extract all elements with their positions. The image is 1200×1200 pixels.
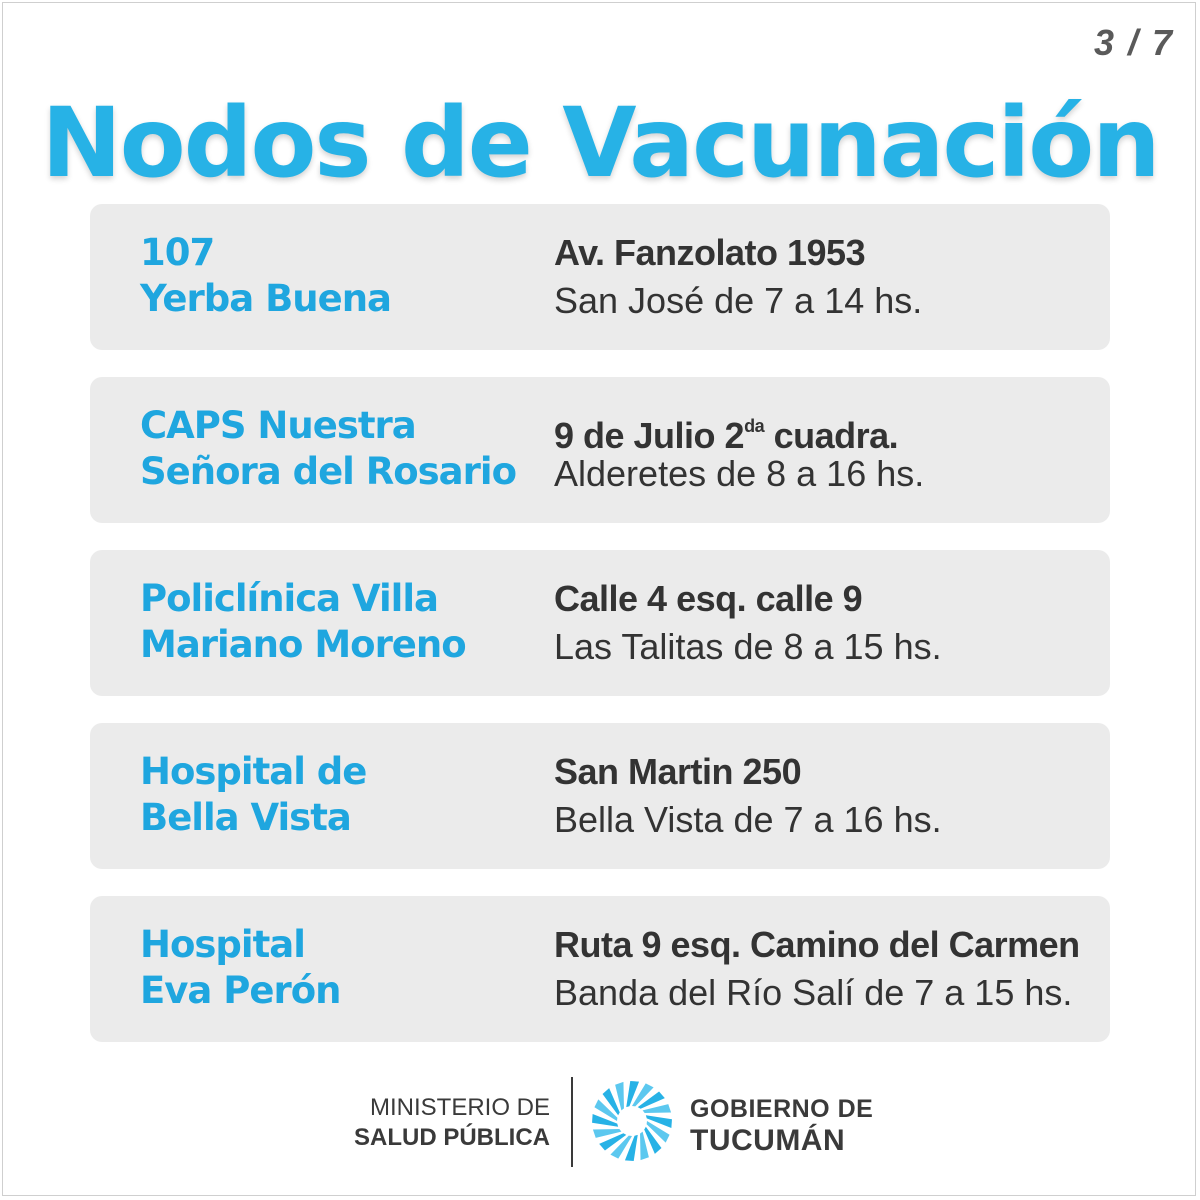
government-logo bbox=[690, 1093, 873, 1157]
node-name-line1: Policlínica Villa bbox=[140, 577, 439, 620]
node-name bbox=[140, 230, 540, 322]
node-address: San Martin 250 bbox=[554, 751, 802, 792]
node-name-line1: Hospital bbox=[140, 923, 305, 966]
node-name-line2: Bella Vista bbox=[140, 796, 351, 839]
node-card bbox=[90, 723, 1110, 869]
gov-line1: GOBIERNO DE bbox=[690, 1095, 874, 1123]
node-hours: San José de 7 a 14 hs. bbox=[554, 280, 923, 321]
node-hours: Alderetes de 8 a 16 hs. bbox=[554, 453, 925, 494]
node-address-ordinal: da bbox=[744, 416, 765, 436]
node-name-line1: Hospital de bbox=[140, 750, 367, 793]
node-address: Av. Fanzolato 1953 bbox=[554, 232, 866, 273]
gov-line2: TUCUMÁN bbox=[690, 1124, 846, 1157]
node-card bbox=[90, 377, 1110, 523]
ministry-line1: MINISTERIO DE bbox=[369, 1094, 550, 1121]
logo-divider bbox=[571, 1077, 573, 1167]
node-hours: Las Talitas de 8 a 15 hs. bbox=[554, 626, 942, 667]
vaccination-node-list bbox=[90, 204, 1110, 1069]
node-address: Ruta 9 esq. Camino del Carmen bbox=[554, 924, 1080, 965]
sun-emblem-icon bbox=[590, 1079, 674, 1163]
node-hours: Banda del Río Salí de 7 a 15 hs. bbox=[554, 972, 1073, 1013]
page-title: Nodos de Vacunación bbox=[41, 87, 1159, 199]
page-counter: 3 / 7 bbox=[1093, 22, 1174, 63]
node-name bbox=[140, 749, 540, 841]
node-name-line1: CAPS Nuestra bbox=[140, 404, 416, 447]
node-name-line2: Yerba Buena bbox=[140, 277, 392, 320]
footer-logos bbox=[0, 1075, 1200, 1170]
node-name bbox=[140, 576, 540, 668]
node-name-line2: Mariano Moreno bbox=[140, 623, 466, 666]
node-address-suffix: cuadra. bbox=[764, 415, 899, 456]
node-name-line1: 107 bbox=[140, 231, 215, 274]
node-name bbox=[140, 403, 540, 495]
node-name-line2: Eva Perón bbox=[140, 969, 341, 1012]
node-hours: Bella Vista de 7 a 16 hs. bbox=[554, 799, 942, 840]
node-card bbox=[90, 550, 1110, 696]
node-name-line2: Señora del Rosario bbox=[140, 450, 516, 493]
node-address-main: 9 de Julio 2 bbox=[554, 415, 745, 456]
node-card bbox=[90, 896, 1110, 1042]
ministry-line2: SALUD PÚBLICA bbox=[354, 1124, 550, 1151]
node-address: Calle 4 esq. calle 9 bbox=[554, 578, 863, 619]
node-card bbox=[90, 204, 1110, 350]
node-name bbox=[140, 922, 540, 1014]
ministry-logo bbox=[354, 1093, 550, 1153]
